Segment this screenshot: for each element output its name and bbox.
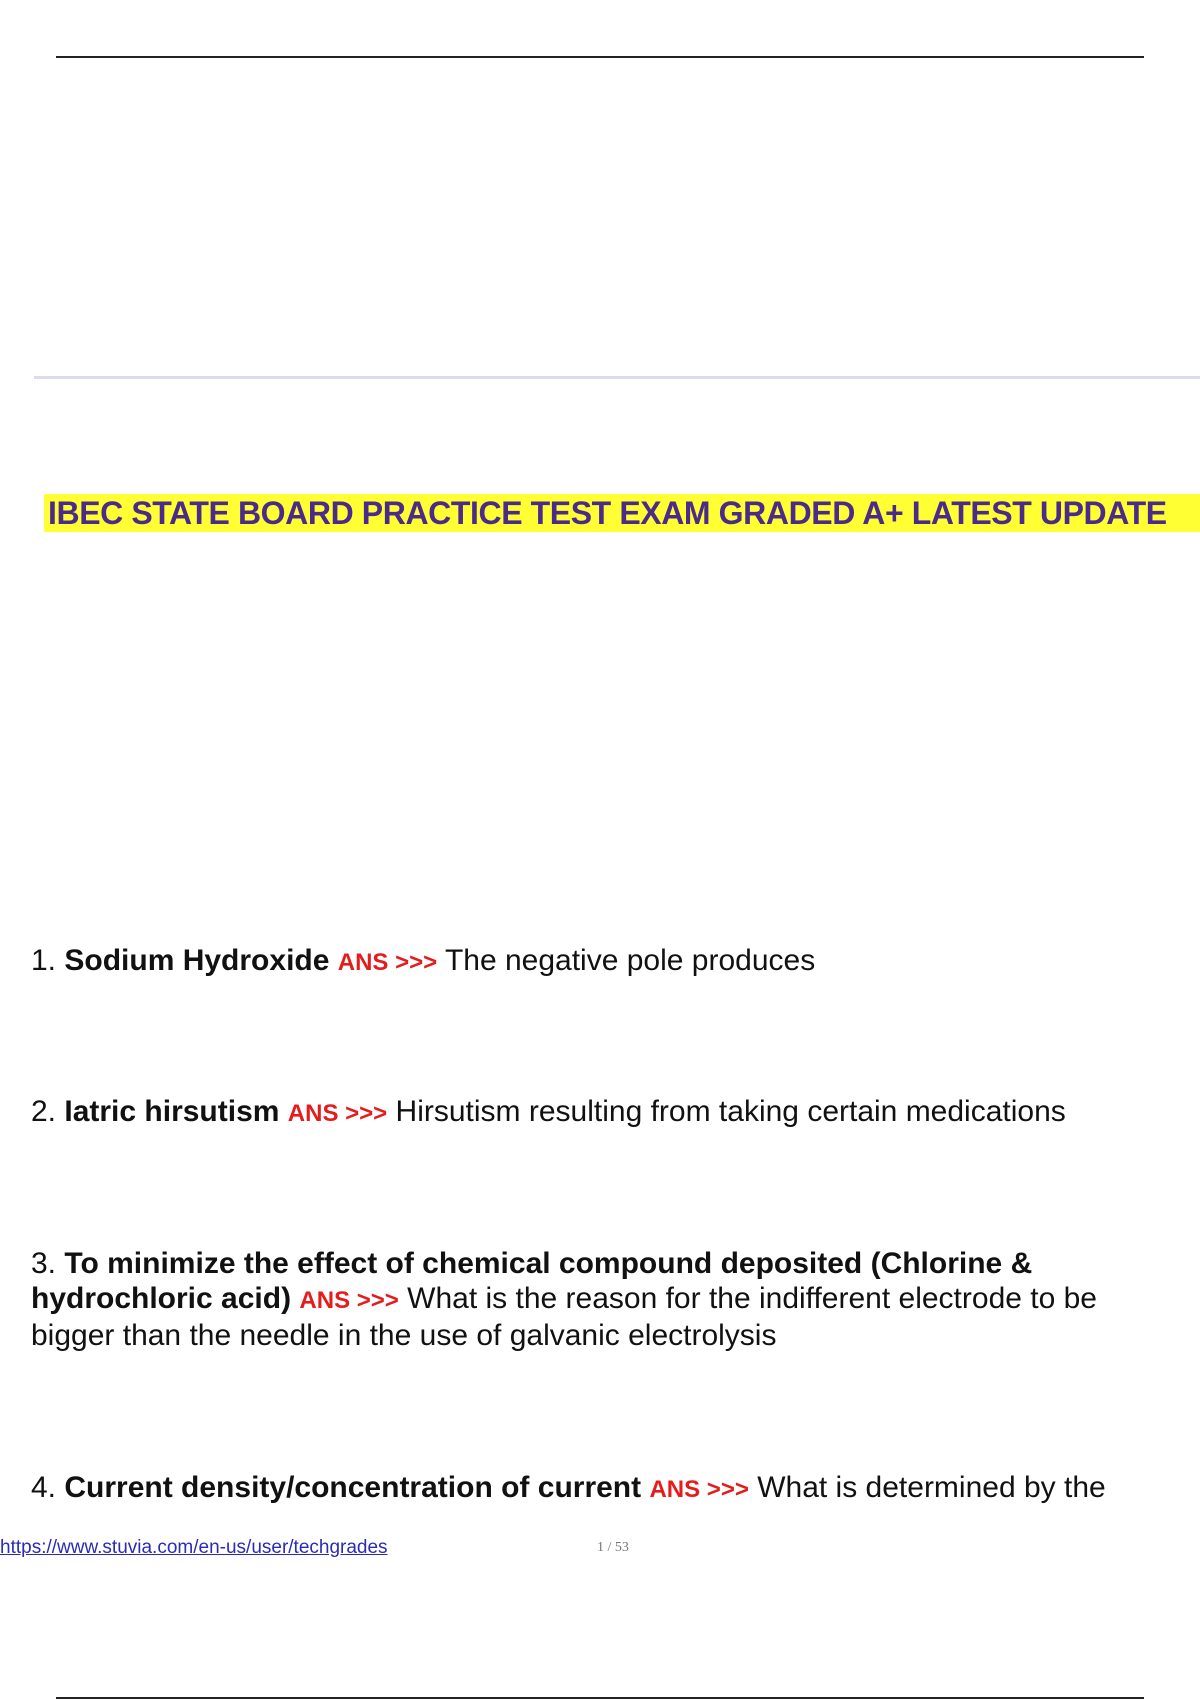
qa-item bbox=[31, 943, 1181, 980]
top-rule bbox=[56, 56, 1144, 58]
item-answer: What is the reason for the indifferent electrode to be bigger than the needle in the use of galvanic electrolysis bbox=[31, 1282, 1097, 1352]
item-number: 1. bbox=[31, 944, 57, 977]
qa-item bbox=[31, 1246, 1181, 1353]
answer-marker: ANS >>> bbox=[649, 1476, 749, 1503]
qa-item bbox=[31, 1094, 1181, 1131]
item-question: To minimize the effect of chemical compound deposited (Chlorine & hydrochloric acid) bbox=[31, 1247, 1033, 1315]
item-number: 3. bbox=[31, 1247, 57, 1280]
item-answer: What is determined by the bbox=[757, 1471, 1106, 1504]
answer-marker: ANS >>> bbox=[299, 1287, 399, 1314]
item-number: 4. bbox=[31, 1471, 57, 1504]
item-number: 2. bbox=[31, 1095, 57, 1128]
bottom-rule bbox=[56, 1697, 1144, 1699]
item-question: Sodium Hydroxide bbox=[64, 944, 330, 977]
answer-marker: ANS >>> bbox=[337, 949, 438, 976]
title-highlight bbox=[44, 494, 1200, 532]
document-title: IBEC STATE BOARD PRACTICE TEST EXAM GRADED A+ LATEST UPDATE bbox=[48, 495, 1167, 531]
item-question: Iatric hirsutism bbox=[64, 1095, 280, 1128]
source-link[interactable]: https://www.stuvia.com/en-us/user/techgrades bbox=[0, 1537, 388, 1558]
page-number: 1 / 53 bbox=[597, 1540, 629, 1555]
item-question: Current density/concentration of current bbox=[64, 1471, 642, 1504]
item-answer: The negative pole produces bbox=[444, 944, 816, 977]
answer-marker: ANS >>> bbox=[287, 1100, 388, 1127]
section-divider bbox=[34, 376, 1200, 379]
qa-item bbox=[31, 1470, 1200, 1507]
item-answer: Hirsutism resulting from taking certain medications bbox=[395, 1095, 1066, 1128]
